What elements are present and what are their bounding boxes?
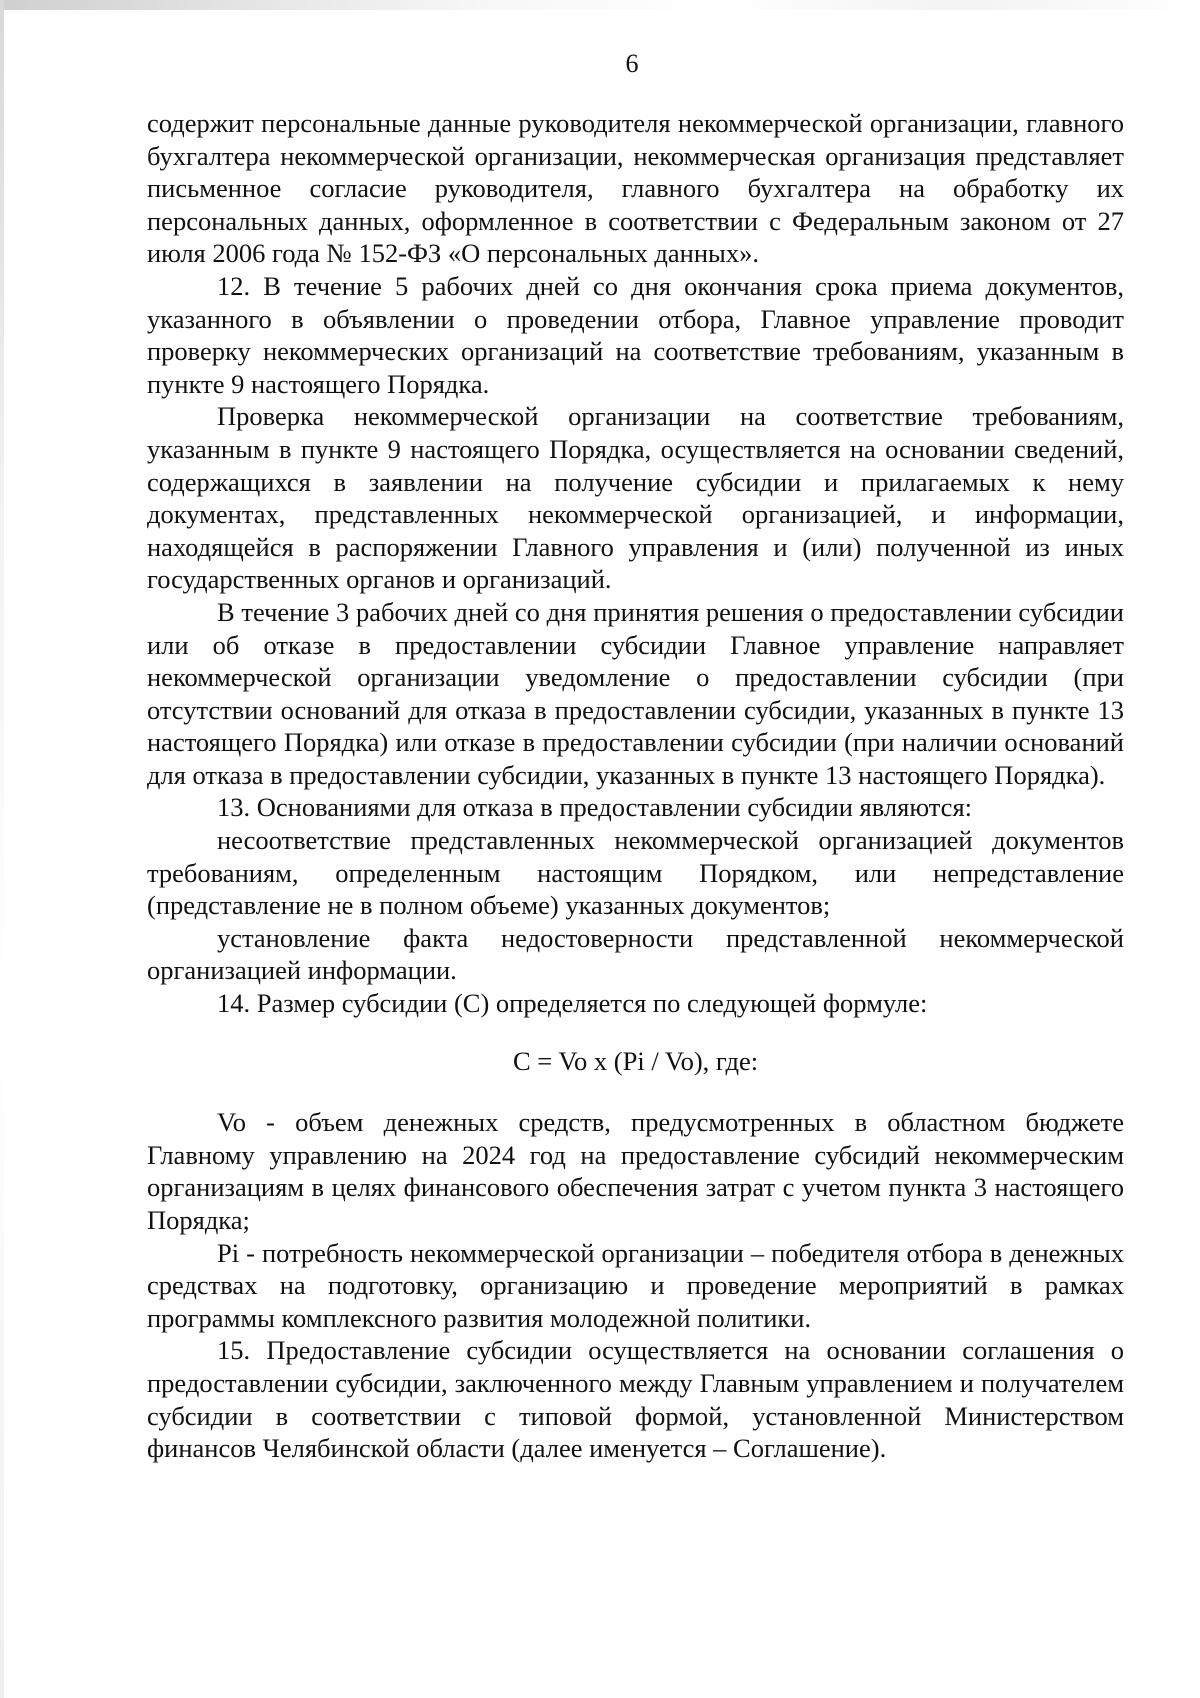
paragraph-refusal-ground-1: несоответствие представленных некоммерческой организацией документов требованиям, определенным настоящим Порядком, или непредставление (представление не в полном объеме) указанных документов; [147, 825, 1124, 921]
paragraph-item-12: 12. В течение 5 рабочих дней со дня окончания срока приема документов, указанного в объявлении о проведении отбора, Главное управление проводит проверку некоммерческих организаций на соответствие требованиям, указанным в пункте 9 настоящего Порядка. [147, 270, 1124, 399]
paragraph-notification: В течение 3 рабочих дней со дня принятия решения о предоставлении субсидии или об отказе в предоставлении субсидии Главное управление направляет некоммерческой организации уведомление о предоставлении субсидии (при отсутствии оснований для отказа в предоставлении субсидии, указанных в пункте 13 настоящего Порядка) или отказе в предоставлении субсидии (при наличии оснований для отказа в предоставлении субсидии, указанных в пункте 13 настоящего Порядка). [147, 596, 1124, 790]
paragraph-refusal-ground-2: установление факта недостоверности представленной некоммерческой организацией информации. [147, 922, 1124, 986]
paragraph-verification: Проверка некоммерческой организации на соответствие требованиям, указанным в пункте 9 настоящего Порядка, осуществляется на основании сведений, содержащихся в заявлении на получение субсидии и прилагаемых к нему документах, представленных некоммерческой организацией, и информации, находящейся в распоряжении Главного управления и (или) полученной из иных государственных органов и организаций. [147, 401, 1124, 595]
paragraph-continuation: содержит персональные данные руководителя некоммерческой организации, главного бухгалтера некоммерческой организации, некоммерческая организация представляет письменное согласие руководителя, главного бухгалтера на обработку их персональных данных, оформленное в соответствии с Федеральным законом от 27 июля 2006 года № 152-ФЗ «О персональных данных». [147, 108, 1124, 269]
paragraph-item-13: 13. Основаниями для отказа в предоставлении субсидии являются: [217, 792, 972, 823]
paragraph-item-14: 14. Размер субсидии (С) определяется по следующей формуле: [217, 988, 928, 1019]
scan-edge-top [0, 0, 1200, 10]
document-body [147, 107, 1124, 1465]
page-number: 6 [625, 49, 639, 78]
subsidy-formula: C = Vo x (Pi / Vo), где: [512, 1045, 759, 1076]
paragraph-vo-definition: Vo - объем денежных средств, предусмотренных в областном бюджете Главному управлению на 2024 год на предоставление субсидий некоммерческим организациям в целях финансового обеспечения затрат с учетом пункта 3 настоящего Порядка; [147, 1107, 1124, 1235]
paragraph-item-15: 15. Предоставление субсидии осуществляется на основании соглашения о предоставлении субсидии, заключенного между Главным управлением и получателем субсидии в соответствии с типовой формой, установленной Министерством финансов Челябинской области (далее именуется – Соглашение). [147, 1335, 1124, 1464]
scan-edge-left [0, 0, 4, 1698]
paragraph-pi-definition: Pi - потребность некоммерческой организации – победителя отбора в денежных средствах на подготовку, организацию и проведение мероприятий в рамках программы комплексного развития молодежной политики. [147, 1237, 1124, 1333]
